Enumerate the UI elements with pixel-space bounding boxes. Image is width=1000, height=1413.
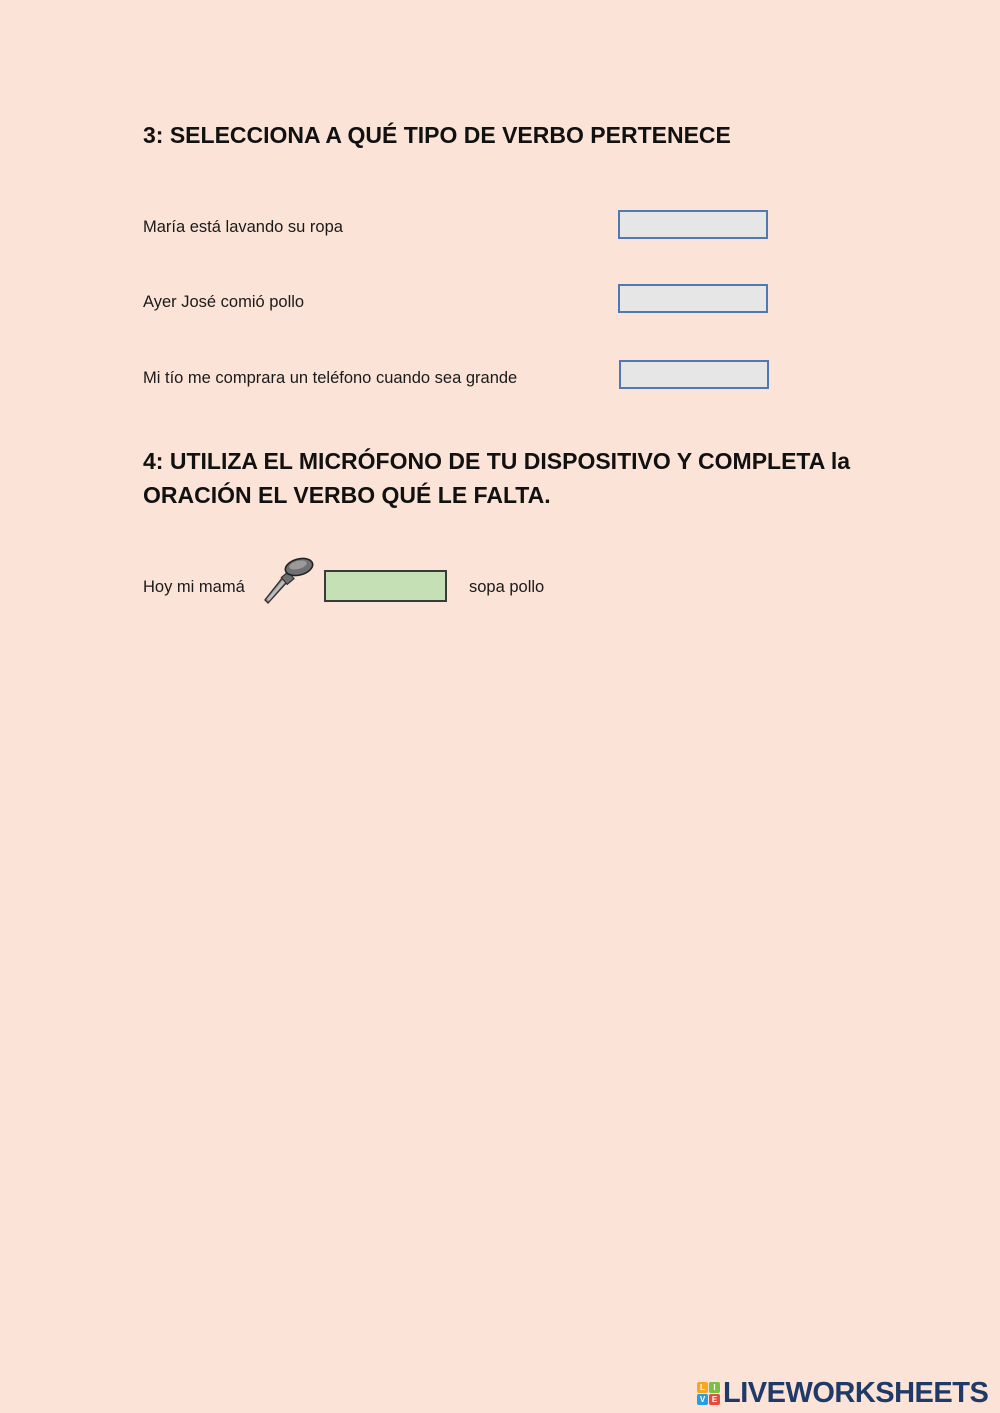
verb-type-select-3[interactable] — [619, 360, 769, 389]
answer-input[interactable] — [324, 570, 447, 602]
sentence-after-blank: sopa pollo — [469, 578, 545, 596]
logo-mark-letter: L — [697, 1382, 708, 1393]
logo-mark-icon — [697, 1382, 720, 1405]
logo-mark-letter: V — [697, 1394, 708, 1405]
verb-type-select-1[interactable] — [618, 210, 768, 239]
logo-text: LIVEWORKSHEETS — [723, 1376, 989, 1409]
section-4-heading: 4: UTILIZA EL MICRÓFONO DE TU DISPOSITIVO Y COMPLETA la ORACIÓN EL VERBO QUÉ LE FALTA. — [143, 448, 851, 508]
liveworksheets-logo[interactable] — [697, 1377, 988, 1409]
microphone-icon[interactable] — [262, 556, 330, 606]
section-3-heading: 3: SELECCIONA A QUÉ TIPO DE VERBO PERTENECE — [143, 122, 731, 148]
verb-type-select-2[interactable] — [618, 284, 768, 313]
sentence-3: Mi tío me comprara un teléfono cuando sea grande — [143, 369, 518, 387]
sentence-1: María está lavando su ropa — [143, 218, 343, 236]
sentence-2: Ayer José comió pollo — [143, 293, 305, 311]
logo-mark-letter: I — [709, 1382, 720, 1393]
sentence-before-blank: Hoy mi mamá — [143, 578, 245, 596]
logo-mark-letter: E — [709, 1394, 720, 1405]
